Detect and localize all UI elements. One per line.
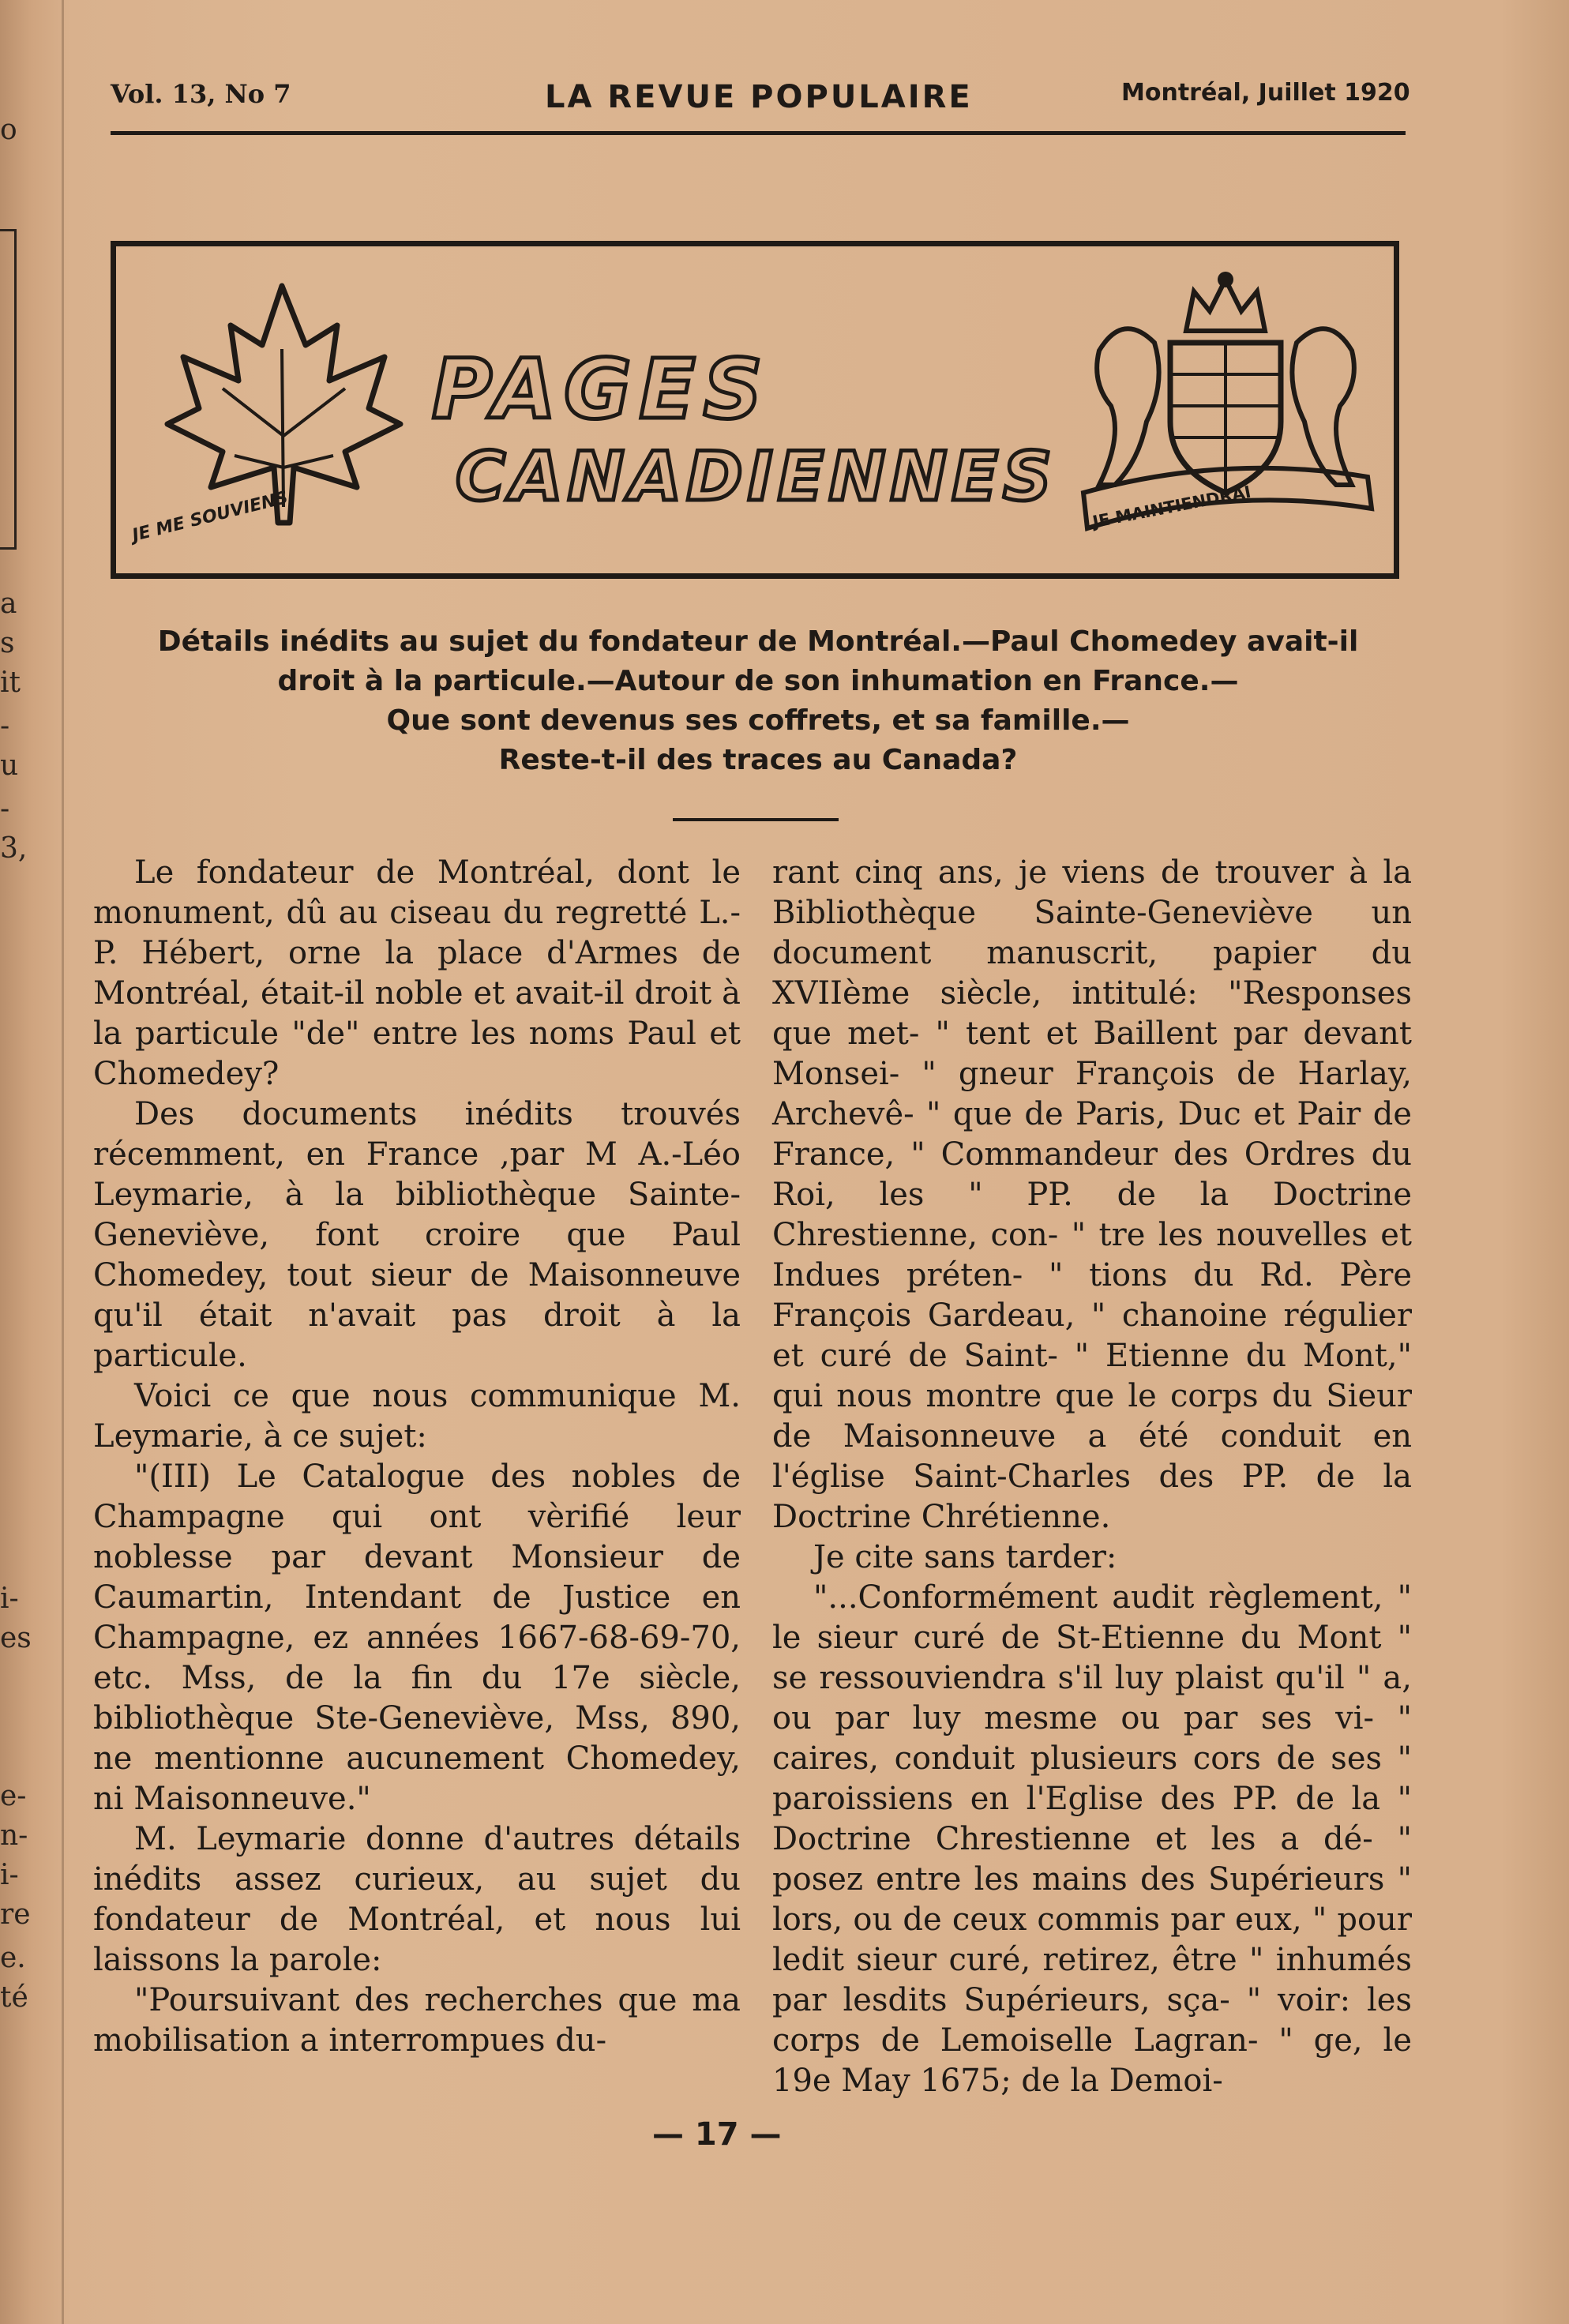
margin-fragment: 3, [0,832,28,865]
adjacent-page-frame [0,229,17,550]
subtitle-line: Reste-t-il des traces au Canada? [498,744,1018,776]
subtitle-line: Que sont devenus ses coffrets, et sa famille.— [386,704,1130,737]
margin-fragment: - [0,710,10,742]
binding-gutter [62,0,64,2324]
paragraph: "...Conformément audit règlement, " le sieur curé de St-Etienne du Mont " se ressouviendra s'il luy plaist qu'il " a, ou par luy mesme ou par ses vi- " caires, conduit plusieurs cors de ses " paroissiens en l'Eglise des PP. de la " Doctrine Chrestienne et les a dé- " posez entre les mains des Supérieurs " lors, ou de ceux commis par eux, " pour ledit sieur curé, retirez, être " inhumés par lesdits Supérieurs, sça- " voir: les corps de Lemoiselle Lagran- " ge, le 19e May 1675; de la Demoi- [772,1579,1412,2099]
margin-fragment: it [0,666,21,699]
margin-fragment: s [0,627,15,659]
margin-fragment: re [0,1898,31,1931]
subtitle-line: Détails inédits au sujet du fondateur de Montréal.—Paul Chomedey avait-il [157,625,1359,658]
margin-fragment: a [0,588,17,620]
margin-fragment: e. [0,1942,26,1974]
margin-fragment: i- [0,1859,19,1891]
paragraph: "Poursuivant des recherches que ma mobilisation a interrompues du- [93,1982,741,2059]
margin-fragment: n- [0,1819,28,1852]
section-banner [111,241,1399,579]
margin-fragment: - [0,793,10,825]
subtitle-line: droit à la particule.—Autour de son inhumation en France.— [277,665,1239,697]
article-column-right [772,853,1412,2101]
banner-title-line1: PAGES [432,341,771,437]
paragraph: rant cinq ans, je viens de trouver à la Bibliothèque Sainte-Geneviève un document manuscrit, papier du XVIIème siècle, intitulé: "Responses que met- " tent et Baillent par devant Monsei- " gneur François de Harlay, Archevê- " que de Paris, Duc et Pair de France, " Commandeur des Ordres du Roi, les " PP. de la Doctrine Chrestienne, con- " tre les nouvelles et Indues préten- " tions du Rd. Père François Gardeau, " chanoine régulier et curé de Saint- " Etienne du Mont," qui nous montre que le corps du Sieur de Maisonneuve a été conduit en l'église Saint-Charles des PP. de la Doctrine Chrétienne. [772,854,1412,1535]
publication-title: LA REVUE POPULAIRE [545,79,973,115]
header-rule [111,131,1406,135]
margin-fragment: i- [0,1582,19,1615]
volume-number: Vol. 13, No 7 [111,79,291,109]
paragraph: Des documents inédits trouvés récemment, en France ,par M A.-Léo Leymarie, à la bibliothèque Sainte-Geneviève, font croire que Paul Chomedey, tout sieur de Maisonneuve qu'il était n'avait pas droit à la particule. [93,1096,741,1374]
margin-fragment: té [0,1981,28,2014]
separator-rule [673,818,839,821]
margin-fragment: e- [0,1780,27,1812]
paragraph: Le fondateur de Montréal, dont le monument, dû au ciseau du regretté L.-P. Hébert, orne la place d'Armes de Montréal, était-il noble et avait-il droit à la particule "de" entre les noms Paul et Chomedey? [93,854,741,1092]
margin-fragment: u [0,749,19,782]
paragraph: Je cite sans tarder: [813,1539,1117,1575]
paragraph: "(III) Le Catalogue des nobles de Champagne qui ont vèrifié leur noblesse par devant Monsieur de Caumartin, Intendant de Justice en Champagne, ez années 1667-68-69-70, etc. Mss, de la fin du 17e siècle, bibliothèque Ste-Geneviève, Mss, 890, ne mentionne aucunement Chomedey, ni Maisonneuve." [93,1459,741,1817]
banner-title-line2: CANADIENNES [456,437,1057,516]
paragraph: Voici ce que nous communique M. Leymarie, à ce sujet: [93,1378,741,1455]
margin-fragment: o [0,114,17,146]
article-column-left [93,853,741,2061]
page-number: — 17 — [652,2116,782,2153]
margin-fragment: es [0,1622,32,1654]
article-subtitle [103,622,1413,780]
motto-left: JE ME SOUVIENS [129,487,291,546]
paragraph: M. Leymarie donne d'autres détails inédits assez curieux, au sujet du fondateur de Montréal, et nous lui laissons la parole: [93,1821,741,1978]
issue-date: Montréal, Juillet 1920 [1121,79,1410,107]
motto-right: JE MAINTIENDRAI [1090,482,1253,532]
